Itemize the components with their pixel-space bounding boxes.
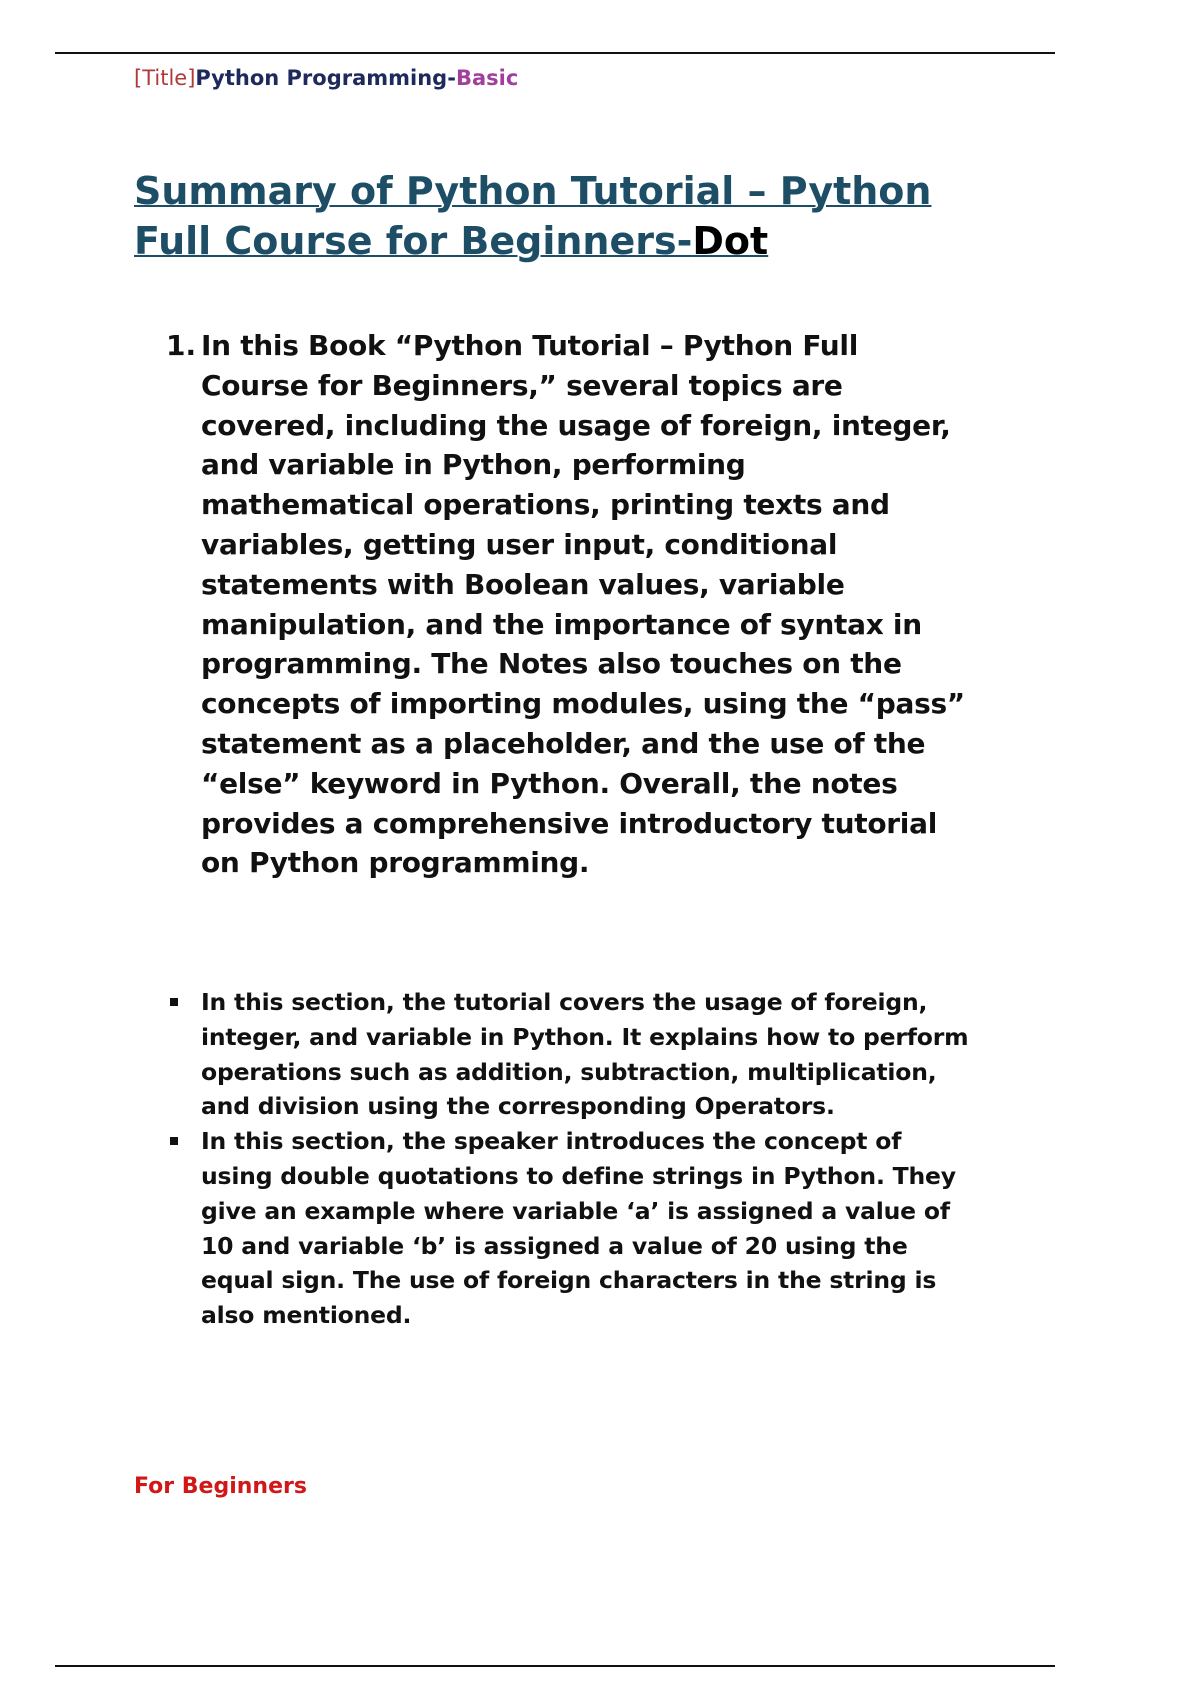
header-prefix: [Title] bbox=[134, 66, 196, 90]
header-title: Python Programming- bbox=[195, 66, 456, 90]
list-item bbox=[166, 985, 976, 1124]
title-suffix: Dot bbox=[692, 219, 769, 263]
top-rule bbox=[55, 52, 1055, 54]
page-title bbox=[134, 166, 954, 266]
bullet-icon bbox=[166, 985, 201, 1124]
document-header bbox=[134, 66, 518, 90]
bullet-text: In this section, the speaker introduces the concept of using double quotations to define strings in Python. They give an example where variable ‘a’ is assigned a value of 10 and variable ‘b’ is assigned a value of 20 using the equal sign. The use of foreign characters in the string is also mentioned. bbox=[201, 1127, 956, 1330]
bullet-text: In this section, the tutorial covers the usage of foreign, integer, and variable in Python. It explains how to perform operations such as addition, subtraction, multiplication, and division using the corresponding Operators. bbox=[201, 988, 969, 1121]
list-item-text: In this Book “Python Tutorial – Python Full Course for Beginners,” several topics are covered, including the usage of foreign, integer, and variable in Python, performing mathematical operations, printing texts and variables, getting user input, conditional statements with Boolean values, variable manipulation, and the importance of syntax in programming. The Notes also touches on the concepts of importing modules, using the “pass” statement as a placeholder, and the use of the “else” keyword in Python. Overall, the notes provides a comprehensive introductory tutorial on Python programming. bbox=[201, 329, 965, 880]
bullet-list bbox=[166, 985, 976, 1333]
numbered-list-item bbox=[166, 326, 966, 883]
bottom-rule bbox=[55, 1665, 1055, 1667]
list-number: 1. bbox=[166, 329, 197, 362]
title-main: Summary of Python Tutorial – Python Full Course for Beginners- bbox=[134, 169, 932, 263]
footer-text: For Beginners bbox=[134, 1474, 307, 1499]
bullet-icon bbox=[166, 1124, 201, 1333]
header-accent: Basic bbox=[455, 66, 519, 90]
list-item bbox=[166, 1124, 976, 1333]
